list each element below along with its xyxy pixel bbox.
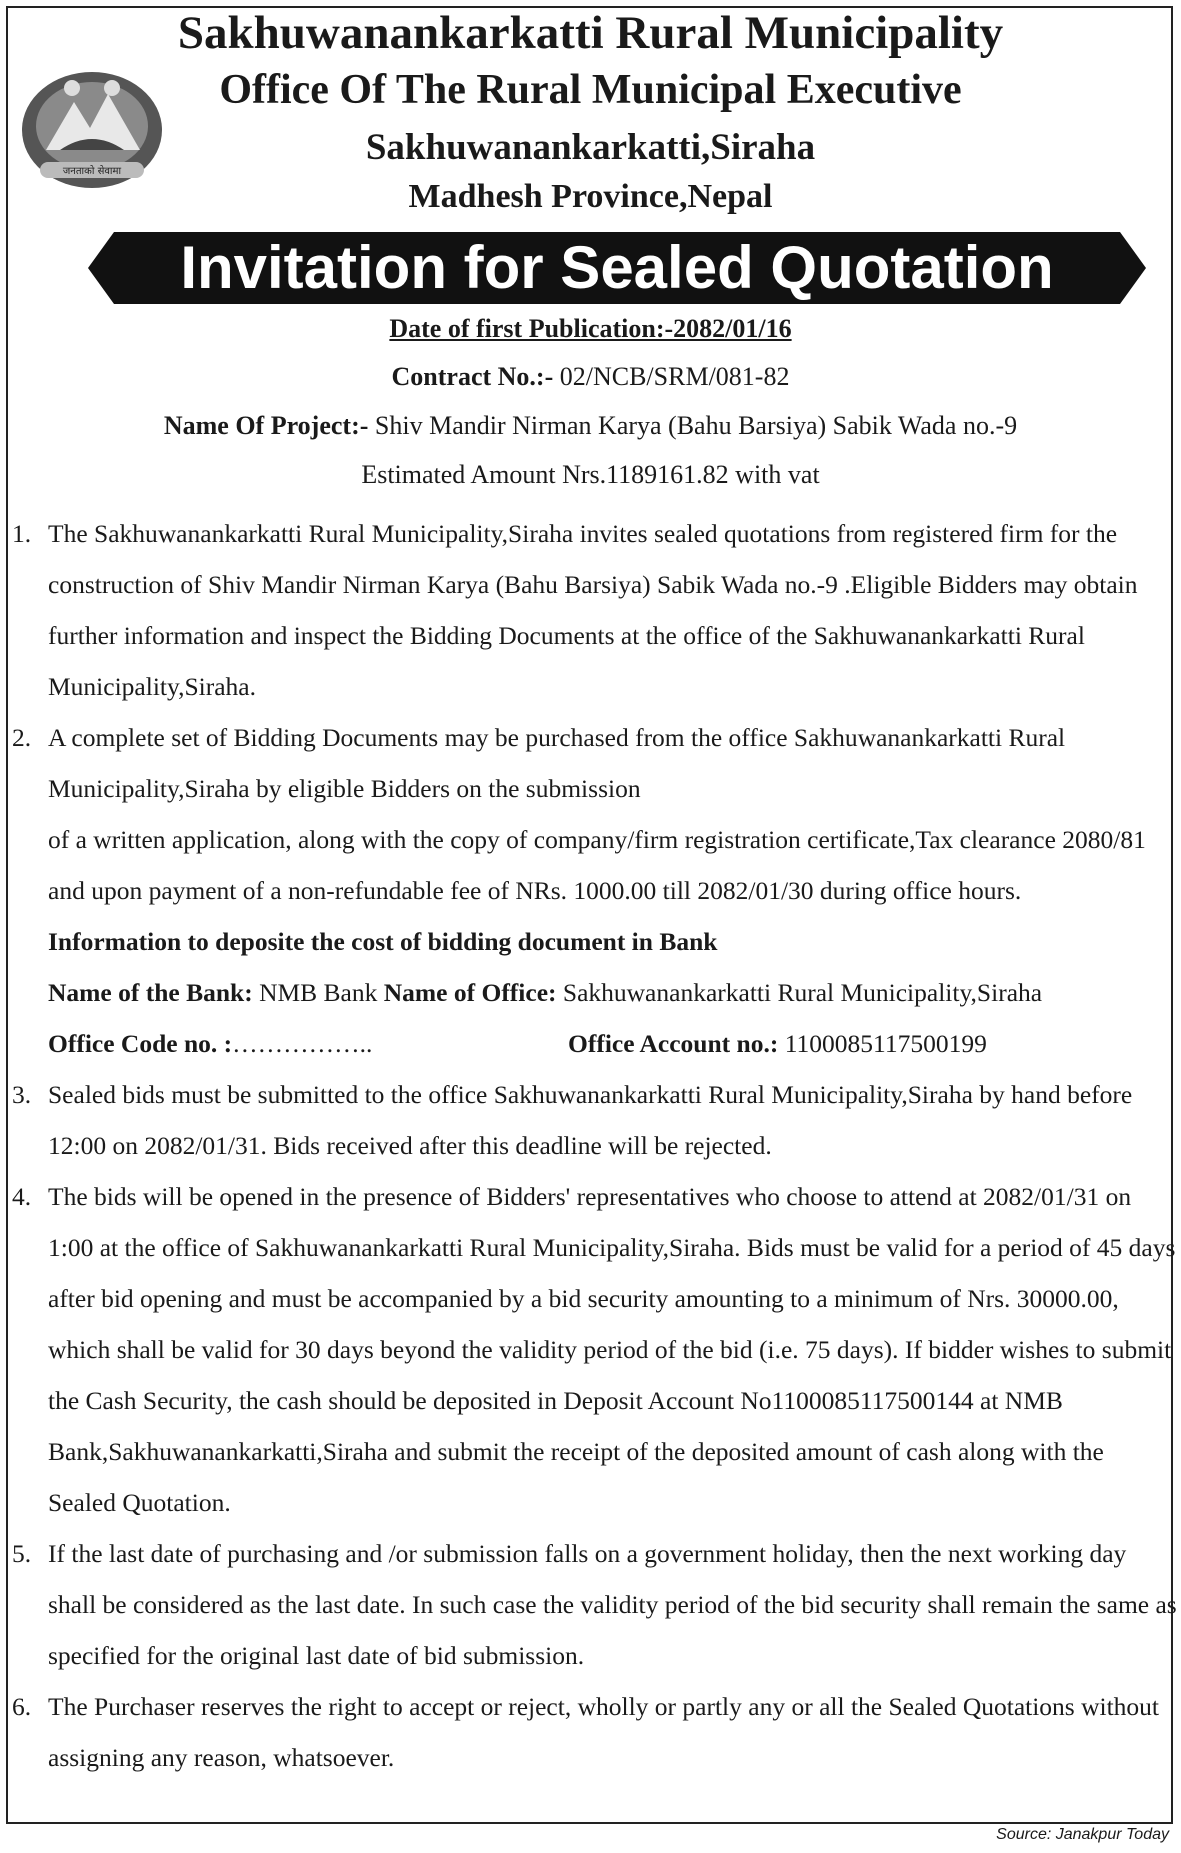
contract-number: Contract No.:- 02/NCB/SRM/081-82 <box>391 362 790 391</box>
source-credit: Source: Janakpur Today <box>996 1826 1169 1843</box>
bank-name-row: Name of the Bank: NMB Bank Name of Office: Sakhuwanankarkatti Rural Municipality,Siraha <box>48 978 1043 1007</box>
publication-date: Date of first Publication:-2082/01/16 <box>389 314 792 343</box>
bank-info-heading: Information to deposite the cost of bidding document in Bank <box>48 927 718 956</box>
list-item: 1. The Sakhuwanankarkatti Rural Municipality,Siraha invites sealed quotations from registered firm for the construction of Shiv Mandir Nirman Karya (Bahu Barsiya) Sabik Wada no.-9 .Eligible Bidders may obtain further information and inspect the Bidding Documents at the office of the Sakhuwanankarkatti Rural Municipality,Siraha. <box>12 519 1138 701</box>
list-item: 3. Sealed bids must be submitted to the office Sakhuwanankarkatti Rural Municipality,Siraha by hand before 12:00 on 2082/01/31. Bids received after this deadline will be rejected. <box>12 1080 1133 1160</box>
office-title: Office Of The Rural Municipal Executive <box>219 67 962 113</box>
list-item: 5. If the last date of purchasing and /or submission falls on a government holiday, then the next working day shall be considered as the last date. In such case the validity period of the bid security shall remain the same as specified for the original last date of bid submission. <box>12 1539 1177 1670</box>
office-code-row: Office Code no. :…………….. Office Account no.: 1100085117500199 <box>48 1029 987 1058</box>
project-name: Name Of Project:- Shiv Mandir Nirman Karya (Bahu Barsiya) Sabik Wada no.-9 <box>163 411 1018 440</box>
estimated-amount: Estimated Amount Nrs.1189161.82 with vat <box>361 460 820 489</box>
list-item: 2. A complete set of Bidding Documents may be purchased from the office Sakhuwanankarkatti Rural Municipality,Siraha by eligible Bidders on the submission <box>12 723 1066 803</box>
list-item-continuation: of a written application, along with the copy of company/firm registration certificate,Tax clearance 2080/81 and upon payment of a non-refundable fee of NRs. 1000.00 till 2082/01/30 during office hours. <box>48 825 1146 905</box>
banner-title: Invitation for Sealed Quotation <box>180 234 1054 301</box>
location-line: Sakhuwanankarkatti,Siraha <box>365 127 816 168</box>
notice-body <box>12 508 1177 1783</box>
emblem-caption: जनताको सेवामा <box>62 166 122 177</box>
municipality-title: Sakhuwanankarkatti Rural Municipality <box>177 7 1004 59</box>
list-item: 6. The Purchaser reserves the right to accept or reject, wholly or partly any or all the Sealed Quotations without assigning any reason, whatsoever. <box>12 1692 1160 1772</box>
list-item: 4. The bids will be opened in the presence of Bidders' representatives who choose to attend at 2082/01/31 on 1:00 at the office of Sakhuwanankarkatti Rural Municipality,Siraha. Bids must be valid for a period of 45 days after bid opening and must be accompanied by a bid security amounting to a minimum of Nrs. 30000.00, which shall be valid for 30 days beyond the validity period of the bid (i.e. 75 days). If bidder wishes to submit the Cash Security, the cash should be deposited in Deposit Account No1100085117500144 at NMB Bank,Sakhuwanankarkatti,Siraha and submit the receipt of the deposited amount of cash along with the Sealed Quotation. <box>12 1182 1176 1517</box>
province-line: Madhesh Province,Nepal <box>408 178 773 215</box>
